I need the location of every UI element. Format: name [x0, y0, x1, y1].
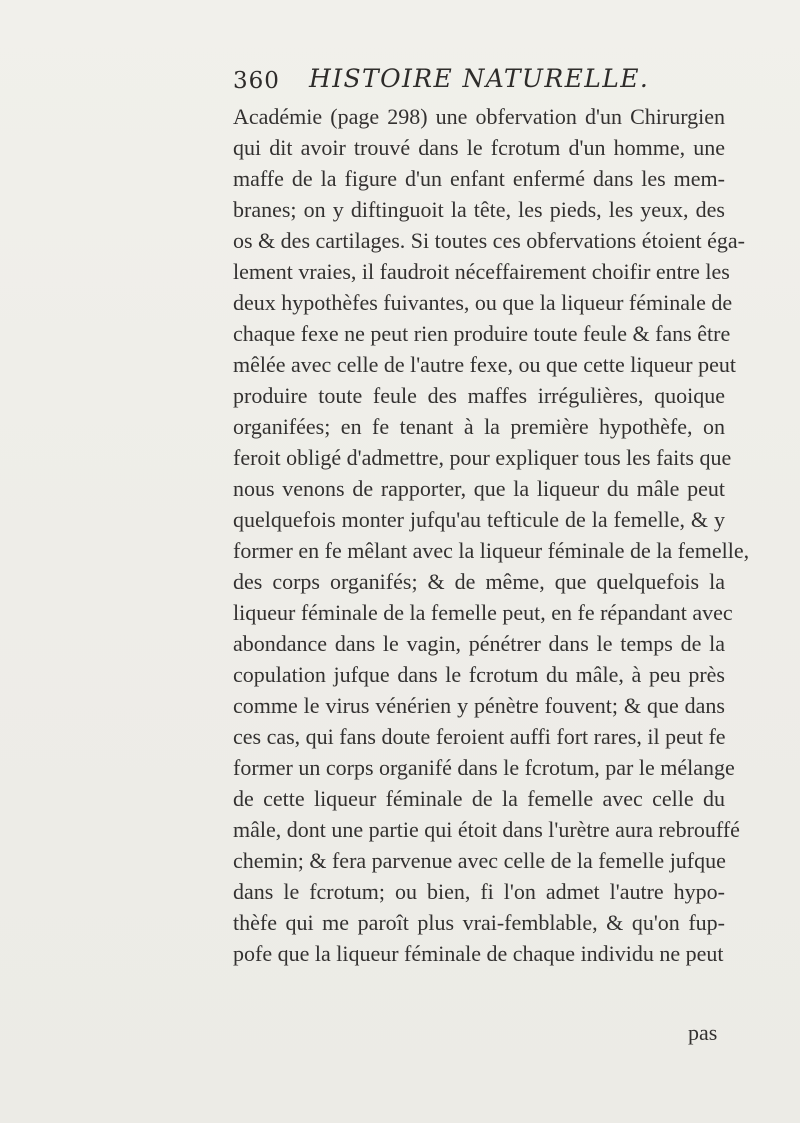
- text-line: chemin; & fera parvenue avec celle de la femelle jufque: [233, 848, 726, 873]
- text-line: qui dit avoir trouvé dans le fcrotum d'un homme, une: [233, 135, 725, 160]
- text-line: Académie (page 298) une obfervation d'un Chirurgien: [233, 104, 725, 129]
- text-line: chaque fexe ne peut rien produire toute feule & fans être: [233, 321, 731, 346]
- text-line: thèfe qui me paroît plus vrai-femblable, & qu'on fup-: [233, 910, 725, 935]
- text-line: mêlée avec celle de l'autre fexe, ou que cette liqueur peut: [233, 352, 736, 377]
- text-line: comme le virus vénérien y pénètre fouvent; & que dans: [233, 693, 725, 718]
- text-line: abondance dans le vagin, pénétrer dans le temps de la: [233, 631, 725, 656]
- page-header: [233, 62, 653, 100]
- text-line: lement vraies, il faudroit néceffairement choifir entre les: [233, 259, 730, 284]
- text-line: deux hypothèfes fuivantes, ou que la liqueur féminale de: [233, 290, 733, 315]
- text-line: feroit obligé d'admettre, pour expliquer tous les faits que: [233, 445, 732, 470]
- text-line: de cette liqueur féminale de la femelle avec celle du: [233, 786, 725, 811]
- text-line: quelquefois monter jufqu'au tefticule de la femelle, & y: [233, 507, 725, 532]
- running-title: HISTOIRE NATURELLE.: [309, 64, 650, 93]
- text-line: organifées; en fe tenant à la première hypothèfe, on: [233, 414, 725, 439]
- text-line: dans le fcrotum; ou bien, fi l'on admet l'autre hypo-: [233, 879, 725, 904]
- text-line: former un corps organifé dans le fcrotum, par le mélange: [233, 755, 735, 780]
- text-line: branes; on y diftinguoit la tête, les pieds, les yeux, des: [233, 197, 725, 222]
- text-line: former en fe mêlant avec la liqueur féminale de la femelle,: [233, 538, 750, 563]
- catchword: pas: [688, 1020, 718, 1045]
- text-line: produire toute feule des maffes irrégulières, quoique: [233, 383, 725, 408]
- text-line: ces cas, qui fans doute feroient auffi fort rares, il peut fe: [233, 724, 726, 749]
- text-line: mâle, dont une partie qui étoit dans l'urètre aura rebrouffé: [233, 817, 740, 842]
- text-line: pofe que la liqueur féminale de chaque individu ne peut: [233, 941, 724, 966]
- text-line: liqueur féminale de la femelle peut, en fe répandant avec: [233, 600, 733, 625]
- body-text: [233, 101, 750, 969]
- text-line: des corps organifés; & de même, que quelquefois la: [233, 569, 725, 594]
- text-line: maffe de la figure d'un enfant enfermé dans les mem-: [233, 166, 725, 191]
- text-line: copulation jufque dans le fcrotum du mâle, à peu près: [233, 662, 725, 687]
- text-line: os & des cartilages. Si toutes ces obfervations étoient éga-: [233, 228, 745, 253]
- page-number: 360: [233, 68, 280, 94]
- text-line: nous venons de rapporter, que la liqueur du mâle peut: [233, 476, 725, 501]
